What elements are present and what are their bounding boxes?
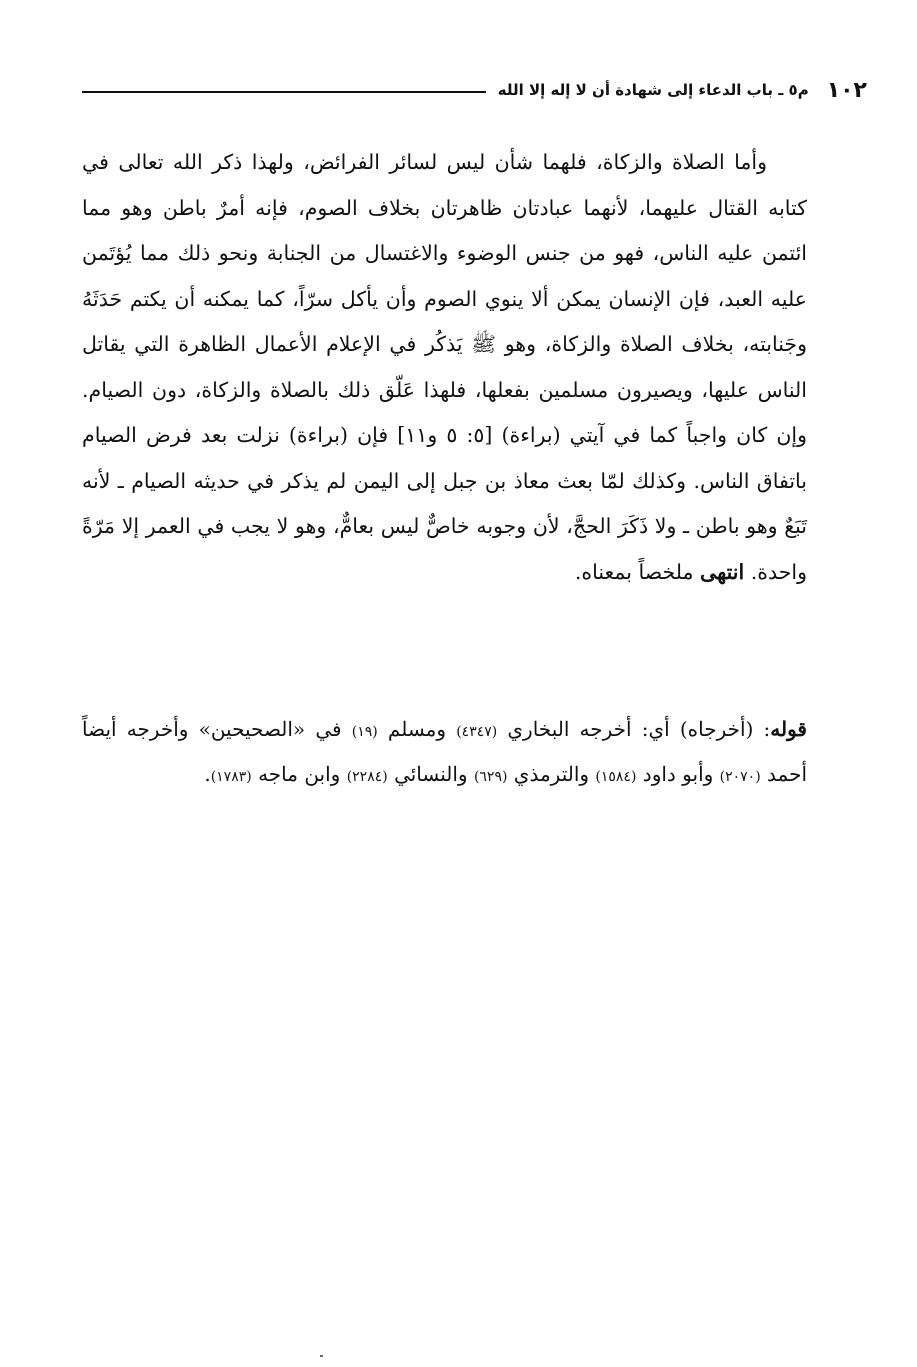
commentary-text-2: ومسلم [387,717,457,741]
scan-speck [320,1355,323,1357]
header-rule [82,91,486,93]
commentary-text-3: في «الصحيحين» وأخرجه أيضاً أحمد [82,717,807,786]
commentary-paragraph [82,708,807,798]
main-paragraph [82,140,807,595]
chapter-title: م٥ ـ باب الدعاء إلى شهادة أن لا إله إلا الله [497,81,809,99]
paragraph-part-2: ملخصاً بمعناه. [574,559,694,584]
commentary-text-4: وأبو داود [642,762,720,786]
running-header [82,72,867,108]
commentary-text-7: وابن ماجه [258,762,347,786]
paragraph-text [82,140,807,595]
commentary-text-1: : (أخرجاه) أي: أخرجه البخاري [507,717,771,741]
reference-number: (١٥٨٤) [595,769,637,785]
paragraph-part-1: وأما الصلاة والزكاة، فلهما شأن ليس لسائر الفرائض، ولهذا ذكر الله تعالى في كتابه القتال عليهما، لأنهما عبادتان ظاهرتان بخلاف الصوم، فإنه أمرٌ باطن وهو مما ائتمن عليه الناس، فهو من جنس الوضوء والاغتسال من الجنابة ونحو ذلك مما يُؤتَمن عليه العبد، فإن الإنسان يمكن ألا ينوي الصوم وأن يأكل سرّاً، كما يمكنه أن يكتم حَدَثَهُ وجَنابته، بخلاف الصلاة والزكاة، وهو ﷺ يَذكُر في الإعلام الأعمال الظاهرة التي يقاتل الناس عليها، ويصيرون مسلمين بفعلها، فلهذا عَلّق ذلك بالصلاة والزكاة، دون الصيام. وإن كان واجباً كما في آيتي (براءة) [٥: ٥ و١١] فإن (براءة) نزلت بعد فرض الصيام باتفاق الناس. وكذلك لمّا بعث معاذ بن جبل إلى اليمن لم يذكر في حديثه الصيام ـ لأنه تَبَعٌ وهو باطن ـ ولا ذَكَرَ الحجَّ، لأن وجوبه خاصٌّ ليس بعامٌّ، وهو لا يجب في العمر إلا مَرّةً واحدة. [82,150,807,584]
end-marker: انتهى [700,559,745,584]
reference-number: (٢٠٧٠) [719,769,761,785]
page-number: ١٠٢ [826,77,867,103]
commentary-text [82,708,807,798]
reference-number: (٢٢٨٤) [346,769,388,785]
commentary-text-8: . [204,762,211,786]
reference-number: (٤٣٤٧) [456,724,498,740]
commentary-text-5: والترمذي [513,762,596,786]
reference-number: (٦٢٩) [473,769,508,785]
reference-number: (١٧٨٣) [210,769,252,785]
commentary-lead-word: قوله [770,717,807,741]
reference-number: (١٩) [351,724,378,740]
commentary-text-6: والنسائي [394,762,474,786]
